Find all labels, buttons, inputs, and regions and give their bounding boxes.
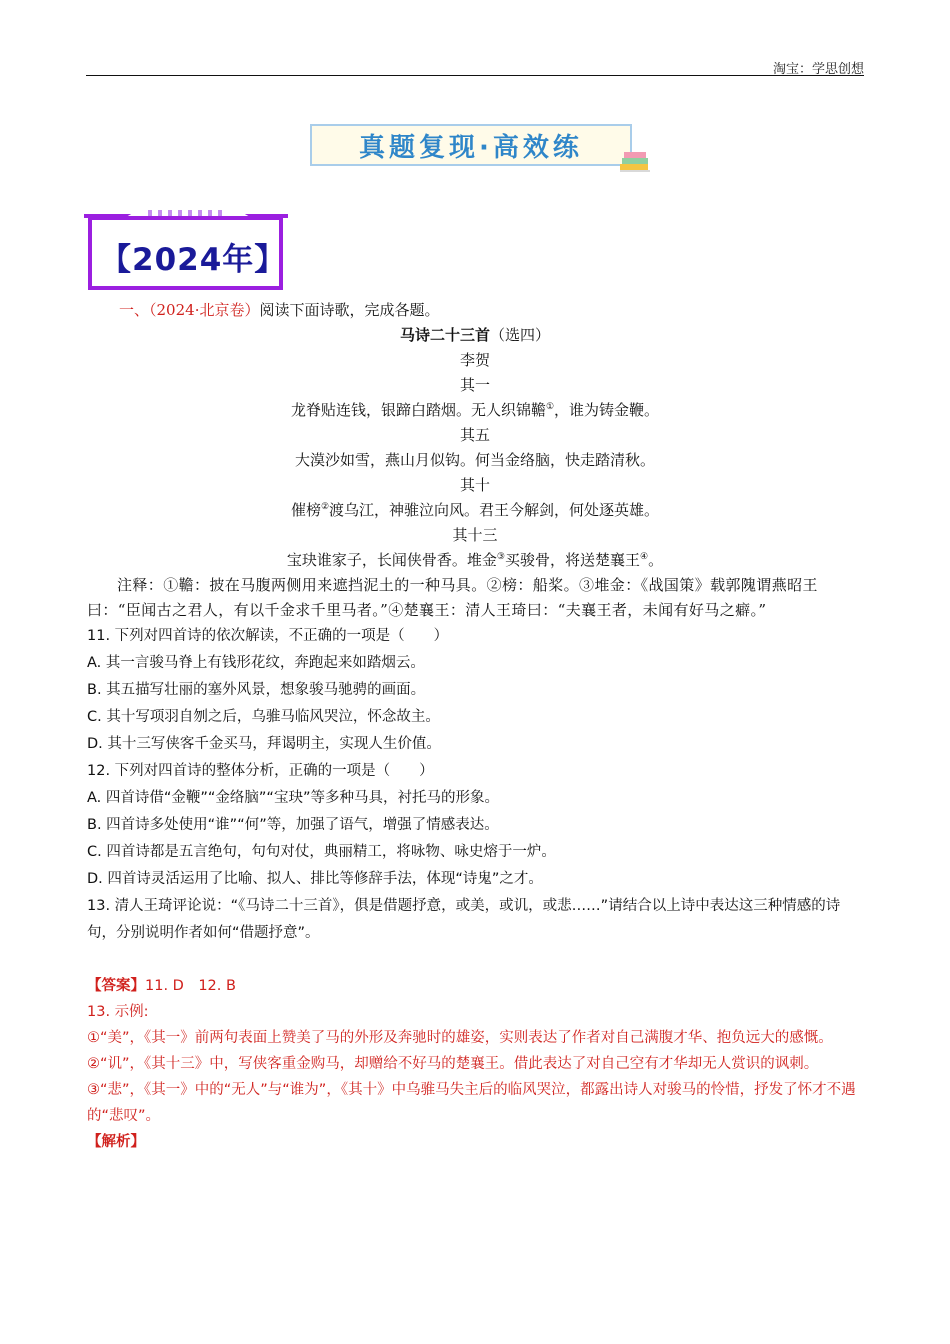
question-intro [87, 298, 863, 323]
analysis-label: 【解析】 [87, 1134, 145, 1150]
stanza-heading: 其十三 [452, 526, 498, 544]
option-c: C. 四首诗都是五言绝句，句句对仗，典丽精工，将咏物、咏史熔于一炉。 [87, 844, 556, 860]
option-b: B. 四首诗多处使用“谁”“何”等，加强了语气，增强了情感表达。 [87, 817, 499, 833]
stanza-heading: 其五 [459, 426, 490, 444]
option-d: D. 其十三写侠客千金买马，拜谒明主，实现人生价值。 [87, 736, 441, 752]
books-icon [618, 146, 652, 174]
stanza-heading: 其十 [459, 476, 490, 494]
poem-notes: 注释：①韂：披在马腹两侧用来遮挡泥土的一种马具。②榜：船桨。③堆金：《战国策》载郭隗谓燕昭王曰：“臣闻古之君人，有以千金求千里马者。”④楚襄王：清人王琦曰：“夫襄王者，未闻有好马之癖。” [87, 576, 818, 619]
question-stem: 13. 清人王琦评论说：“《马诗二十三首》，俱是借题抒意，或美，或讥，或悲……”请结合以上诗中表达这三种情感的诗句，分别说明作者如何“借题抒意”。 [87, 898, 841, 941]
question-source: （2024·北京卷） [149, 301, 260, 319]
option-b: B. 其五描写壮丽的塞外风景，想象骏马驰骋的画面。 [87, 682, 426, 698]
poem-title-note: （选四） [490, 326, 551, 344]
question-stem: 11. 下列对四首诗的依次解读，不正确的一项是（ ） [87, 628, 449, 644]
answer-q13-label: 13. 示例: [87, 1004, 149, 1020]
answer-point: ①“美”，《其一》前两句表面上赞美了马的外形及奔驰时的雄姿，实则表达了作者对自己满腹才华、抱负远大的感慨。 [87, 1030, 833, 1046]
stanza-text: 龙脊贴连钱，银蹄白踏烟。无人织锦韂①，谁为铸金鞭。 [290, 401, 660, 419]
poem-author: 李贺 [459, 351, 490, 369]
answer-point: ②“讥”，《其十三》中，写侠客重金购马，却赠给不好马的楚襄王。借此表达了对自己空有才华却无人赏识的讽刺。 [87, 1056, 819, 1072]
question-number: 一、 [119, 301, 150, 319]
stanza-heading: 其一 [459, 376, 490, 394]
poem-title-line [87, 323, 863, 348]
answer-key-line [87, 973, 863, 999]
banner-title: 真题复现·高效练 [359, 132, 583, 163]
option-a: A. 四首诗借“金鞭”“金络脑”“宝玦”等多种马具，衬托马的形象。 [87, 790, 499, 806]
header-shop-text: 淘宝：学思创想 [772, 62, 864, 77]
poem-title: 马诗二十三首 [399, 326, 490, 344]
option-c: C. 其十写项羽自刎之后，乌骓马临风哭泣，怀念故主。 [87, 709, 440, 725]
question-stem: 12. 下列对四首诗的整体分析，正确的一项是（ ） [87, 763, 434, 779]
question-instruction: 阅读下面诗歌，完成各题。 [259, 301, 440, 319]
option-a: A. 其一言骏马脊上有钱形花纹，奔跑起来如踏烟云。 [87, 655, 425, 671]
stanza-text: 大漠沙如雪，燕山月似钩。何当金络脑，快走踏清秋。 [294, 451, 655, 469]
option-d: D. 四首诗灵活运用了比喻、拟人、排比等修辞手法，体现“诗鬼”之才。 [87, 871, 543, 887]
stanza-text: 宝玦谁家子，长闻侠骨香。堆金③买骏骨，将送楚襄王④。 [286, 551, 664, 569]
header-rule [86, 75, 864, 76]
question-content [87, 298, 863, 1155]
stanza-text: 催榜②渡乌江，神骓泣向风。君王今解剑，何处逐英雄。 [290, 501, 660, 519]
answer-label: 【答案】 [87, 978, 145, 994]
section-banner [310, 124, 632, 166]
answer-point: ③“悲”，《其一》中的“无人”与“谁为”，《其十》中乌骓马失主后的临风哭泣，都露出诗人对骏马的怜惜，抒发了怀才不遇的“悲叹”。 [87, 1082, 856, 1124]
year-label: 【2024年】 [100, 242, 287, 278]
answer-key: 11. D 12. B [145, 978, 236, 994]
